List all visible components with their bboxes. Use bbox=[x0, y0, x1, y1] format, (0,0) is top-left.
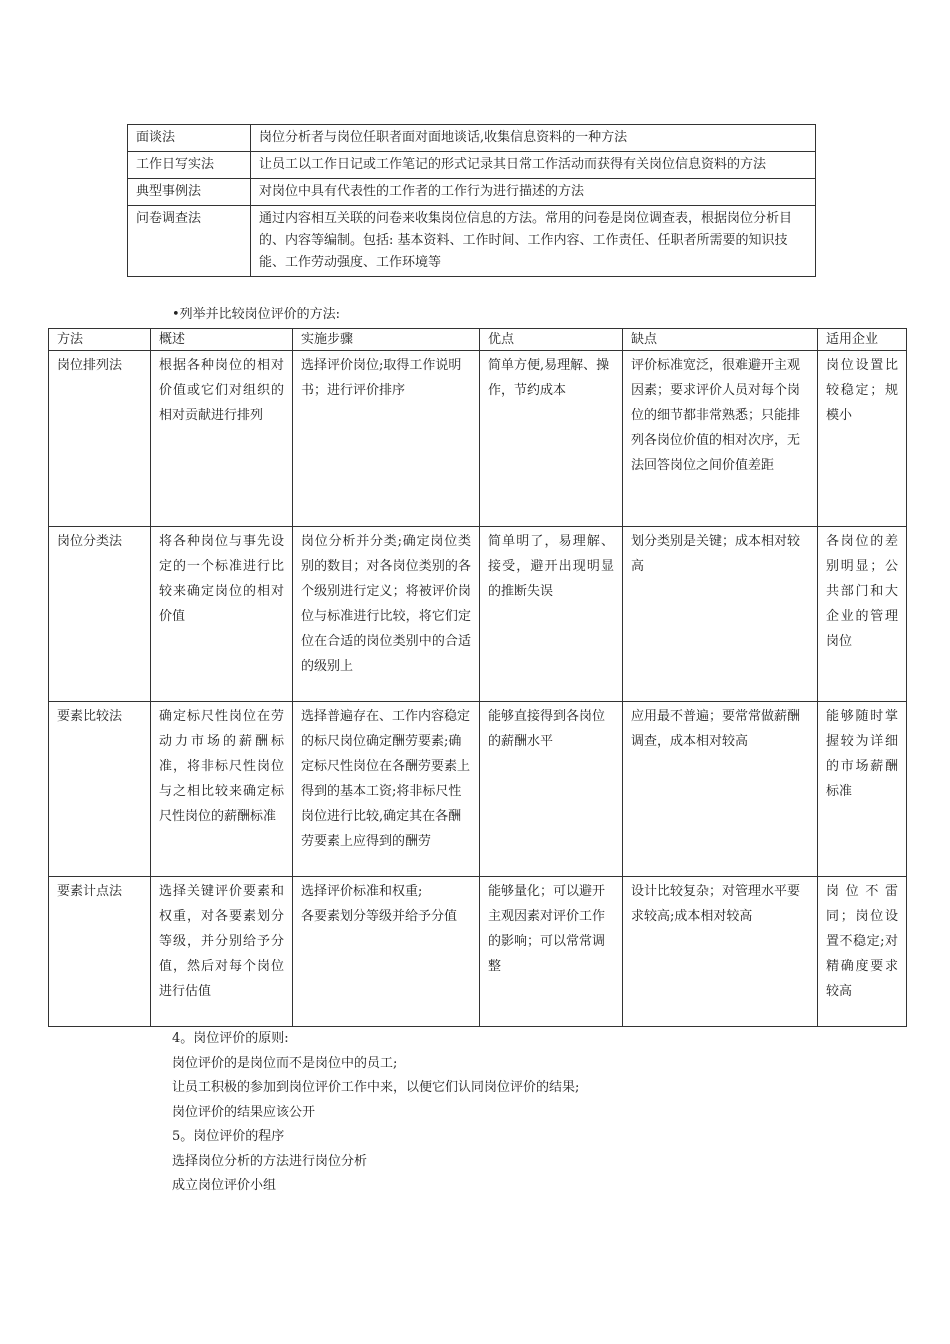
table-cell: 要素计点法 bbox=[49, 877, 151, 1027]
evaluation-notes bbox=[172, 1027, 579, 1199]
table-row bbox=[49, 877, 907, 1027]
method-desc: 通过内容相互关联的问卷来收集岗位信息的方法。常用的问卷是岗位调查表，根据岗位分析目的、内容等编制。包括: 基本资料、工作时间、工作内容、工作责任、任职者所需要的知识技能、工作劳动强度、工作环境等 bbox=[251, 206, 816, 277]
text-line: 成立岗位评价小组 bbox=[172, 1178, 277, 1193]
table-row bbox=[49, 527, 907, 702]
table-cell: 选择评价岗位;取得工作说明书；进行评价排序 bbox=[293, 351, 480, 527]
text-line: 选择岗位分析的方法进行岗位分析 bbox=[172, 1153, 368, 1169]
table-cell: 划分类别是关键；成本相对较高 bbox=[623, 527, 818, 702]
table-cell: 岗位分析并分类;确定岗位类别的数目；对各岗位类别的各个级别进行定义；将被评价岗位与标准进行比较，将它们定位在合适的岗位类别中的合适的级别上 bbox=[293, 527, 480, 702]
table-cell: 岗位分类法 bbox=[49, 527, 151, 702]
section-heading: 4。岗位评价的原则: bbox=[172, 1031, 289, 1046]
table-row bbox=[128, 179, 816, 206]
header-cell: 方法 bbox=[49, 329, 151, 351]
header-cell: 概述 bbox=[151, 329, 293, 351]
table-cell: 选择评价标准和权重; 各要素划分等级并给予分值 bbox=[293, 877, 480, 1027]
table-cell: 简单明了，易理解、接受，避开出现明显的推断失误 bbox=[480, 527, 623, 702]
table-cell: 确定标尺性岗位在劳动力市场的薪酬标准，将非标尺性岗位与之相比较来确定标尺性岗位的薪酬标准 bbox=[151, 702, 293, 877]
header-cell: 优点 bbox=[480, 329, 623, 351]
table-cell: 各岗位的差别明显；公共部门和大企业的管理岗位 bbox=[818, 527, 907, 702]
method-desc: 岗位分析者与岗位任职者面对面地谈话,收集信息资料的一种方法 bbox=[251, 125, 816, 152]
method-desc: 让员工以工作日记或工作笔记的形式记录其日常工作活动而获得有关岗位信息资料的方法 bbox=[251, 152, 816, 179]
header-cell: 缺点 bbox=[623, 329, 818, 351]
table-cell: 能够直接得到各岗位的薪酬水平 bbox=[480, 702, 623, 877]
table-cell: 选择普遍存在、工作内容稳定的标尺岗位确定酬劳要素;确定标尺性岗位在各酬劳要素上得到的基本工资;将非标尺性岗位进行比较,确定其在各酬劳要素上应得到的酬劳 bbox=[293, 702, 480, 877]
table-row bbox=[49, 351, 907, 527]
job-analysis-methods-table bbox=[127, 124, 816, 277]
text-line: 让员工积极的参加到岗位评价工作中来，以便它们认同岗位评价的结果; bbox=[172, 1080, 580, 1095]
table-cell: 岗位排列法 bbox=[49, 351, 151, 527]
section-heading: 5。岗位评价的程序 bbox=[172, 1129, 285, 1144]
bullet-heading: •列举并比较岗位评价的方法: bbox=[172, 307, 341, 322]
table-row bbox=[128, 152, 816, 179]
table-cell: 评价标准宽泛，很难避开主观因素；要求评价人员对每个岗位的细节都非常熟悉；只能排列各岗位价值的相对次序，无法回答岗位之间价值差距 bbox=[623, 351, 818, 527]
table-cell: 简单方便,易理解、操作，节约成本 bbox=[480, 351, 623, 527]
table-row bbox=[128, 206, 816, 277]
table-row bbox=[128, 125, 816, 152]
table-cell: 将各种岗位与事先设定的一个标准进行比较来确定岗位的相对价值 bbox=[151, 527, 293, 702]
job-evaluation-comparison-table bbox=[48, 328, 907, 1027]
text-line: 岗位评价的是岗位而不是岗位中的员工; bbox=[172, 1055, 398, 1071]
table-cell: 岗位不雷同；岗位设置不稳定;对精确度要求较高 bbox=[818, 877, 907, 1027]
table-cell: 选择关键评价要素和权重，对各要素划分等级，并分别给予分值，然后对每个岗位进行估值 bbox=[151, 877, 293, 1027]
method-name: 工作日写实法 bbox=[128, 152, 251, 179]
method-name: 典型事例法 bbox=[128, 179, 251, 206]
method-desc: 对岗位中具有代表性的工作者的工作行为进行描述的方法 bbox=[251, 179, 816, 206]
table-cell: 应用最不普遍；要常常做薪酬调查，成本相对较高 bbox=[623, 702, 818, 877]
text-line: 岗位评价的结果应该公开 bbox=[172, 1104, 316, 1120]
table-cell: 设计比较复杂；对管理水平要求较高;成本相对较高 bbox=[623, 877, 818, 1027]
table-cell: 要素比较法 bbox=[49, 702, 151, 877]
table-cell: 岗位设置比较稳定；规模小 bbox=[818, 351, 907, 527]
table-cell: 根据各种岗位的相对价值或它们对组织的相对贡献进行排列 bbox=[151, 351, 293, 527]
table-cell: 能够随时掌握较为详细的市场薪酬标准 bbox=[818, 702, 907, 877]
method-name: 面谈法 bbox=[128, 125, 251, 152]
table-cell: 能够量化；可以避开主观因素对评价工作的影响；可以常常调整 bbox=[480, 877, 623, 1027]
table-header-row bbox=[49, 329, 907, 351]
header-cell: 实施步骤 bbox=[293, 329, 480, 351]
header-cell: 适用企业 bbox=[818, 329, 907, 351]
method-name: 问卷调查法 bbox=[128, 206, 251, 277]
table-row bbox=[49, 702, 907, 877]
